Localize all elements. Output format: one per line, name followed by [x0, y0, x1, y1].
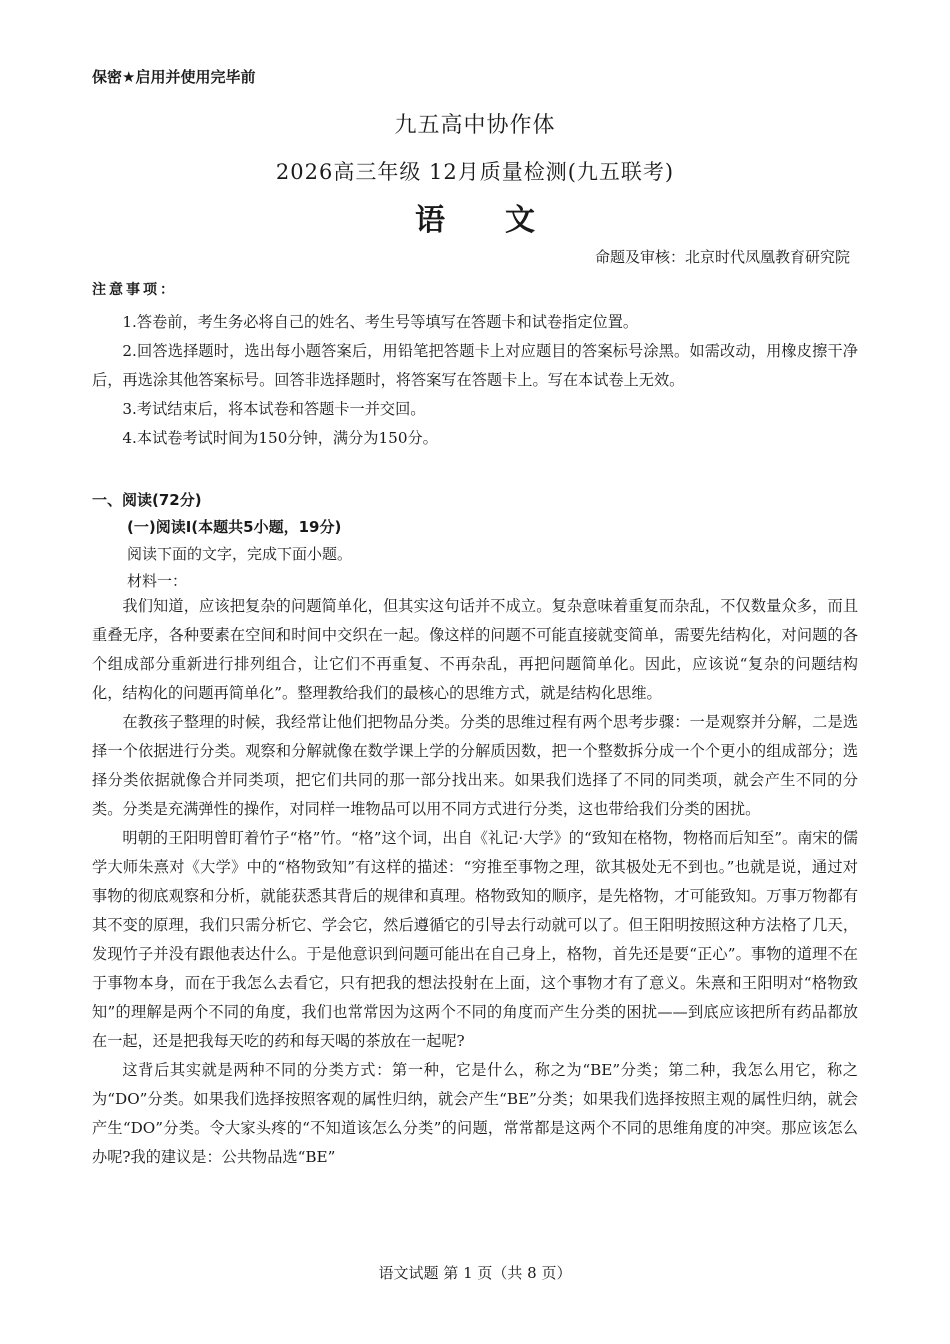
notice-item: 2.回答选择题时，选出每小题答案后，用铅笔把答题卡上对应题目的答案标号涂黑。如需改动，用橡皮擦干净后，再选涂其他答案标号。回答非选择题时，将答案写在答题卡上。写在本试卷上无效。	[92, 342, 858, 389]
subject-char-2: 文	[505, 203, 535, 238]
subject-title	[0, 195, 950, 239]
confidential-label: 保密★启用并使用完毕前	[92, 68, 256, 86]
author-line: 命题及审核：北京时代凤凰教育研究院	[594, 248, 850, 266]
passage-paragraph: 我们知道，应该把复杂的问题简单化，但其实这句话并不成立。复杂意味着重复而杂乱，不仅数量众多，而且重叠无序，各种要素在空间和时间中交织在一起。像这样的问题不可能直接就变简单，需要先结构化，对问题的各个组成部分重新进行排列组合，让它们不再重复、不再杂乱，再把问题简单化。因此，应该说“复杂的问题结构化，结构化的问题再简单化”。整理教给我们的最核心的思维方式，就是结构化思维。	[92, 597, 858, 702]
page-footer: 语文试题 第 1 页（共 8 页）	[378, 1264, 572, 1282]
organization-title: 九五高中协作体	[394, 113, 556, 138]
notice-title: 注意事项：	[92, 282, 177, 298]
subsection-heading: (一)阅读Ⅰ(本题共5小题，19分)	[127, 518, 342, 536]
subject-char-1: 语	[415, 203, 445, 238]
passage-paragraph: 明朝的王阳明曾盯着竹子“格”竹。“格”这个词，出自《礼记·大学》的“致知在格物，物格而后知至”。南宋的儒学大师朱熹对《大学》中的“格物致知”有这样的描述：“穷推至事物之理，欲其极处无不到也。”也就是说，通过对事物的彻底观察和分析，就能获悉其背后的规律和真理。格物致知的顺序，是先格物，才可能致知。万事万物都有其不变的原理，我们只需分析它、学会它，然后遵循它的引导去行动就可以了。但王阳明按照这种方法格了几天，发现竹子并没有跟他表达什么。于是他意识到问题可能出在自己身上，格物，首先还是要“正心”。事物的道理不在于事物本身，而在于我怎么去看它，只有把我的想法投射在上面，这个事物才有了意义。朱熹和王阳明对“格物致知”的理解是两个不同的角度，我们也常常因为这两个不同的角度而产生分类的困扰——到底应该把所有药品都放在一起，还是把我每天吃的药和每天喝的茶放在一起呢?	[92, 829, 858, 1050]
notice-item: 4.本试卷考试时间为150分钟，满分为150分。	[122, 429, 438, 447]
exam-title: 2026高三年级 12月质量检测(九五联考)	[275, 160, 675, 184]
material-label: 材料一：	[127, 572, 188, 590]
section-heading: 一、阅读(72分)	[92, 491, 202, 509]
instruction-text: 阅读下面的文字，完成下面小题。	[127, 545, 353, 563]
passage-paragraph: 这背后其实就是两种不同的分类方式：第一种，它是什么，称之为“BE”分类；第二种，我怎么用它，称之为“DO”分类。如果我们选择按照客观的属性归纳，就会产生“BE”分类；如果我们选择按照主观的属性归纳，就会产生“DO”分类。令大家头疼的“不知道该怎么分类”的问题，常常都是这两个不同的思维角度的冲突。那应该怎么办呢?我的建议是：公共物品选“BE”	[92, 1061, 858, 1166]
notice-item: 1.答卷前，考生务必将自己的姓名、考生号等填写在答题卡和试卷指定位置。	[122, 313, 639, 331]
notice-item: 3.考试结束后，将本试卷和答题卡一并交回。	[122, 400, 426, 418]
passage	[92, 592, 858, 1172]
notice-list	[92, 308, 858, 453]
passage-paragraph: 在教孩子整理的时候，我经常让他们把物品分类。分类的思维过程有两个思考步骤：一是观察并分解，二是选择一个依据进行分类。观察和分解就像在数学课上学的分解质因数，把一个整数拆分成一个个更小的组成部分；选择分类依据就像合并同类项，把它们共同的那一部分找出来。如果我们选择了不同的同类项，就会产生不同的分类。分类是充满弹性的操作，对同样一堆物品可以用不同方式进行分类，这也带给我们分类的困扰。	[92, 713, 858, 818]
